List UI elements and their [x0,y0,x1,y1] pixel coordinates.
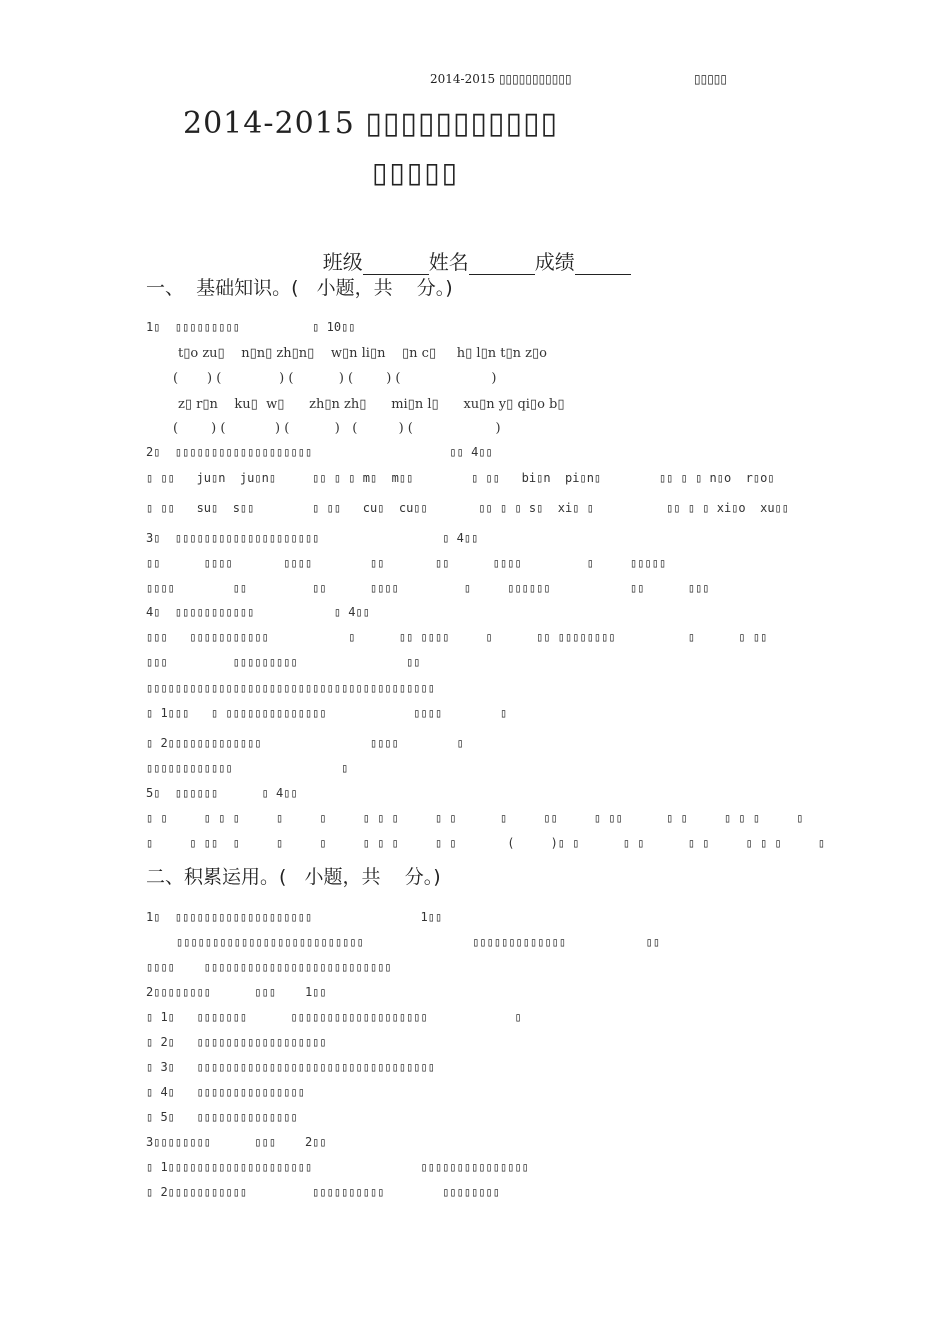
question-line: ▯ 1▯ ▯▯▯▯▯▯▯ ▯▯▯▯▯▯▯▯▯▯▯▯▯▯▯▯▯▯▯ ▯ [146,1010,522,1024]
question-line: ▯▯▯▯ ▯▯ ▯▯ ▯▯▯▯ ▯ ▯▯▯▯▯▯ ▯▯ ▯▯▯ [146,581,710,595]
question-line: 1▯ ▯▯▯▯▯▯▯▯▯ ▯ 10▯▯ [146,320,356,334]
question-line: ▯ 3▯ ▯▯▯▯▯▯▯▯▯▯▯▯▯▯▯▯▯▯▯▯▯▯▯▯▯▯▯▯▯▯▯▯▯ [146,1060,435,1074]
question-line: ▯ ▯ ▯▯ ▯ ▯ ▯ ▯ ▯ ▯ ▯ ▯ ( )▯ ▯ ▯ ▯ ▯ ▯ ▯ ▯ ▯ ▯ [146,836,826,850]
question-line: 5▯ ▯▯▯▯▯▯ ▯ 4▯▯ [146,786,298,800]
question-line: 1▯ ▯▯▯▯▯▯▯▯▯▯▯▯▯▯▯▯▯▯▯ 1▯▯ [146,910,443,924]
question-line: ▯▯▯ ▯▯▯▯▯▯▯▯▯▯▯ ▯ ▯▯ ▯▯▯▯ ▯ ▯▯ ▯▯▯▯▯▯▯▯ ▯ ▯ ▯▯ [146,630,768,644]
question-line: 2▯▯▯▯▯▯▯▯ ▯▯▯ 1▯▯ [146,985,327,999]
question-line: ▯ 2▯▯▯▯▯▯▯▯▯▯▯ ▯▯▯▯▯▯▯▯▯▯ ▯▯▯▯▯▯▯▯ [146,1185,501,1199]
score-label: 成绩 [534,250,575,274]
student-info [310,222,631,275]
running-header-left: 2014-2015 ▯▯▯▯▯▯▯▯▯▯▯ [430,72,572,86]
page-subtitle: ▯▯▯▯▯ [372,156,460,189]
question-line: ▯ 1▯▯▯ ▯ ▯▯▯▯▯▯▯▯▯▯▯▯▯▯ ▯▯▯▯ ▯ [146,706,508,720]
name-field[interactable] [469,252,535,275]
question-line: ▯ ▯▯ su▯ s▯▯ ▯ ▯▯ cu▯ cu▯▯ ▯▯ ▯ ▯ s▯ xi▯ ▯ ▯▯ ▯ ▯ xi▯o xu▯▯ [146,501,789,515]
question-line: ▯▯▯▯ ▯▯▯▯▯▯▯▯▯▯▯▯▯▯▯▯▯▯▯▯▯▯▯▯▯▯ [146,960,392,974]
answer-parens: ( ) ( ) ( ) ( ) ( ) [173,371,497,386]
question-line: ▯▯▯▯▯▯▯▯▯▯▯▯▯▯▯▯▯▯▯▯▯▯▯▯▯▯▯▯▯▯▯▯▯▯▯▯▯▯▯▯ [146,681,435,695]
page-title: 2014-2015 ▯▯▯▯▯▯▯▯▯▯▯ [183,106,558,141]
question-line: ▯ 1▯▯▯▯▯▯▯▯▯▯▯▯▯▯▯▯▯▯▯▯ ▯▯▯▯▯▯▯▯▯▯▯▯▯▯▯ [146,1160,529,1174]
question-line: 3▯ ▯▯▯▯▯▯▯▯▯▯▯▯▯▯▯▯▯▯▯▯ ▯ 4▯▯ [146,531,479,545]
class-label: 班级 [322,250,363,274]
question-line: 2▯ ▯▯▯▯▯▯▯▯▯▯▯▯▯▯▯▯▯▯▯ ▯▯ 4▯▯ [146,445,493,459]
question-line: ▯ 2▯▯▯▯▯▯▯▯▯▯▯▯▯ ▯▯▯▯ ▯ [146,736,464,750]
question-line: 3▯▯▯▯▯▯▯▯ ▯▯▯ 2▯▯ [146,1135,327,1149]
section-heading-accumulation: 二、积累运用。( 小题，共 分。) [146,866,441,888]
question-line: ▯ ▯▯ ju▯n ju▯n▯ ▯▯ ▯ ▯ m▯ m▯▯ ▯ ▯▯ bi▯n pi▯n▯ ▯▯ ▯ ▯ n▯o r▯o▯ [146,471,775,485]
question-line: ▯ 5▯ ▯▯▯▯▯▯▯▯▯▯▯▯▯▯ [146,1110,298,1124]
question-line: ▯▯▯▯▯▯▯▯▯▯▯▯ ▯ [146,761,349,775]
pinyin-row: z▯ r▯n ku▯ w▯ zh▯n zh▯ mi▯n l▯ xu▯n y▯ qi▯o b▯ [178,397,565,412]
question-line: ▯▯▯▯▯▯▯▯▯▯▯▯▯▯▯▯▯▯▯▯▯▯▯▯▯▯ ▯▯▯▯▯▯▯▯▯▯▯▯▯ ▯▯ [176,935,661,949]
question-line: ▯ 4▯ ▯▯▯▯▯▯▯▯▯▯▯▯▯▯▯ [146,1085,305,1099]
running-header-right: ▯▯▯▯▯ [694,72,728,86]
pinyin-row: t▯o zu▯ n▯n▯ zh▯n▯ w▯n li▯n ▯n c▯ h▯ l▯n t▯n z▯o [178,346,547,361]
class-field[interactable] [363,252,429,275]
score-field[interactable] [575,252,631,275]
answer-parens: ( ) ( ) ( ) ( ) ( ) [173,421,501,436]
question-line: ▯▯ ▯▯▯▯ ▯▯▯▯ ▯▯ ▯▯ ▯▯▯▯ ▯ ▯▯▯▯▯ [146,556,667,570]
section-heading-basics: 一、 基础知识。( 小题，共 分。) [146,277,453,299]
name-label: 姓名 [428,250,469,274]
question-line: ▯▯▯ ▯▯▯▯▯▯▯▯▯ ▯▯ [146,655,421,669]
question-line: ▯ ▯ ▯ ▯ ▯ ▯ ▯ ▯ ▯ ▯ ▯ ▯ ▯ ▯▯ ▯ ▯▯ ▯ ▯ ▯ ▯ ▯ ▯ [146,811,804,825]
question-line: ▯ 2▯ ▯▯▯▯▯▯▯▯▯▯▯▯▯▯▯▯▯▯ [146,1035,327,1049]
question-line: 4▯ ▯▯▯▯▯▯▯▯▯▯▯ ▯ 4▯▯ [146,605,370,619]
